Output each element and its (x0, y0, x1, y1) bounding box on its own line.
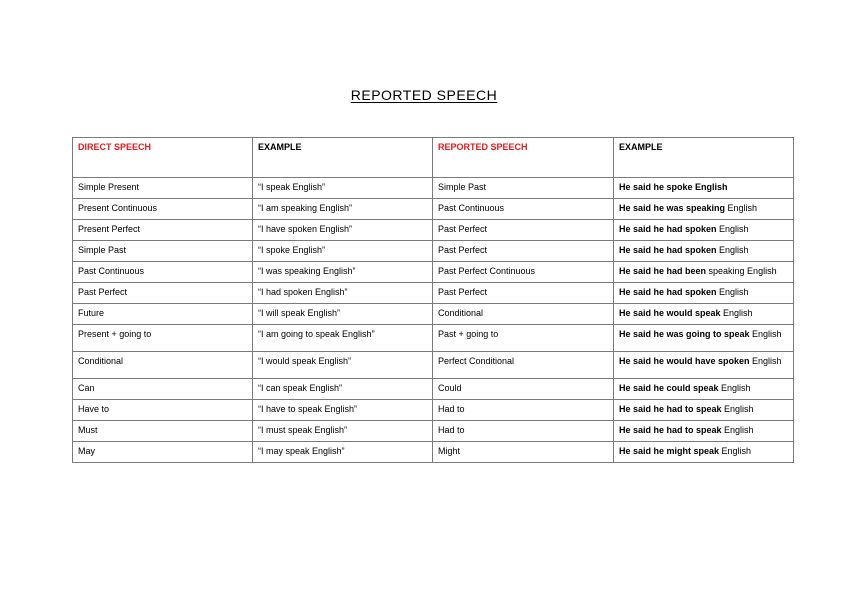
direct-tense-cell: Past Continuous (73, 262, 253, 283)
table-row (73, 283, 794, 304)
table-row (73, 442, 794, 463)
reported-said-text: He said (619, 224, 654, 234)
direct-example-cell: “I am going to speak English” (253, 325, 433, 352)
reported-tense-cell: Might (433, 442, 614, 463)
direct-tense-cell: Can (73, 379, 253, 400)
table-row (73, 199, 794, 220)
reported-result-text: he spoke English (653, 182, 728, 192)
reported-said-text: He said (619, 329, 654, 339)
reported-result-text: he had spoken (653, 245, 717, 255)
reported-example-cell (614, 442, 794, 463)
reported-said-text: He said (619, 308, 654, 318)
direct-tense-cell: Past Perfect (73, 283, 253, 304)
reported-tense-cell: Past Perfect Continuous (433, 262, 614, 283)
direct-example-cell: “I must speak English” (253, 421, 433, 442)
reported-result-text: he would speak (653, 308, 721, 318)
reported-result-text: he could speak (653, 383, 719, 393)
direct-tense-cell: Present Perfect (73, 220, 253, 241)
reported-said-text: He said (619, 356, 654, 366)
direct-tense-cell: Simple Past (73, 241, 253, 262)
table-header-row (73, 138, 794, 178)
reported-tense-cell: Conditional (433, 304, 614, 325)
reported-tail-text: English (749, 329, 782, 339)
reported-speech-table (72, 137, 794, 463)
direct-tense-cell: May (73, 442, 253, 463)
reported-tense-cell: Past Perfect (433, 283, 614, 304)
direct-example-cell: “I have spoken English” (253, 220, 433, 241)
table-row (73, 379, 794, 400)
direct-tense-cell: Conditional (73, 352, 253, 379)
reported-example-cell (614, 379, 794, 400)
reported-example-cell (614, 352, 794, 379)
header-reported-speech: REPORTED SPEECH (433, 138, 614, 178)
reported-tense-cell: Past + going to (433, 325, 614, 352)
reported-example-cell (614, 262, 794, 283)
reported-example-cell (614, 199, 794, 220)
direct-example-cell: “I spoke English” (253, 241, 433, 262)
reported-result-text: he would have spoken (653, 356, 750, 366)
reported-example-cell (614, 325, 794, 352)
direct-tense-cell: Have to (73, 400, 253, 421)
table-row (73, 400, 794, 421)
reported-said-text: He said (619, 245, 654, 255)
direct-example-cell: “I had spoken English” (253, 283, 433, 304)
reported-example-cell (614, 400, 794, 421)
reported-result-text: he had spoken (653, 224, 717, 234)
reported-tail-text: English (725, 203, 758, 213)
table-row (73, 352, 794, 379)
direct-example-cell: “I was speaking English” (253, 262, 433, 283)
reported-result-text: he was speaking (653, 203, 726, 213)
table-row (73, 325, 794, 352)
reported-tail-text: English (718, 383, 751, 393)
reported-said-text: He said (619, 425, 654, 435)
direct-tense-cell: Simple Present (73, 178, 253, 199)
direct-example-cell: “I speak English” (253, 178, 433, 199)
reported-example-cell (614, 241, 794, 262)
reported-tail-text: English (716, 245, 749, 255)
table-row (73, 304, 794, 325)
reported-said-text: He said (619, 203, 654, 213)
reported-result-text: he had spoken (653, 287, 717, 297)
reported-tail-text: English (716, 224, 749, 234)
reported-tail-text: English (749, 356, 782, 366)
reported-tail-text: English (721, 404, 754, 414)
reported-tense-cell: Past Continuous (433, 199, 614, 220)
direct-example-cell: “I would speak English” (253, 352, 433, 379)
reported-example-cell (614, 421, 794, 442)
direct-example-cell: “I can speak English” (253, 379, 433, 400)
reported-tense-cell: Simple Past (433, 178, 614, 199)
reported-tense-cell: Past Perfect (433, 241, 614, 262)
reported-example-cell (614, 178, 794, 199)
reported-said-text: He said (619, 446, 654, 456)
reported-example-cell (614, 220, 794, 241)
reported-result-text: he had been (653, 266, 707, 276)
table-body (73, 178, 794, 463)
direct-example-cell: “I have to speak English” (253, 400, 433, 421)
direct-example-cell: “I am speaking English” (253, 199, 433, 220)
header-example-reported: EXAMPLE (614, 138, 794, 178)
page-title: REPORTED SPEECH (350, 87, 498, 103)
reported-result-text: he had to speak (653, 404, 722, 414)
table-row (73, 178, 794, 199)
direct-example-cell: “I may speak English” (253, 442, 433, 463)
direct-tense-cell: Future (73, 304, 253, 325)
reported-said-text: He said (619, 404, 654, 414)
reported-said-text: He said (619, 266, 654, 276)
reported-tense-cell: Had to (433, 400, 614, 421)
reported-example-cell (614, 283, 794, 304)
reported-tense-cell: Had to (433, 421, 614, 442)
header-direct-speech: DIRECT SPEECH (73, 138, 253, 178)
reported-result-text: he had to speak (653, 425, 722, 435)
reported-said-text: He said (619, 383, 654, 393)
reported-tail-text: English (720, 308, 753, 318)
direct-tense-cell: Must (73, 421, 253, 442)
direct-tense-cell: Present + going to (73, 325, 253, 352)
table-row (73, 262, 794, 283)
reported-tense-cell: Could (433, 379, 614, 400)
reported-tense-cell: Perfect Conditional (433, 352, 614, 379)
table-row (73, 421, 794, 442)
direct-example-cell: “I will speak English” (253, 304, 433, 325)
reported-tail-text: English (721, 425, 754, 435)
table-row (73, 220, 794, 241)
reported-result-text: he might speak (653, 446, 720, 456)
reported-tail-text: speaking English (706, 266, 777, 276)
reported-said-text: He said (619, 287, 654, 297)
reported-tense-cell: Past Perfect (433, 220, 614, 241)
header-example-direct: EXAMPLE (253, 138, 433, 178)
reported-tail-text: English (719, 446, 752, 456)
table-row (73, 241, 794, 262)
direct-tense-cell: Present Continuous (73, 199, 253, 220)
reported-result-text: he was going to speak (653, 329, 750, 339)
reported-example-cell (614, 304, 794, 325)
reported-said-text: He said (619, 182, 654, 192)
reported-tail-text: English (716, 287, 749, 297)
